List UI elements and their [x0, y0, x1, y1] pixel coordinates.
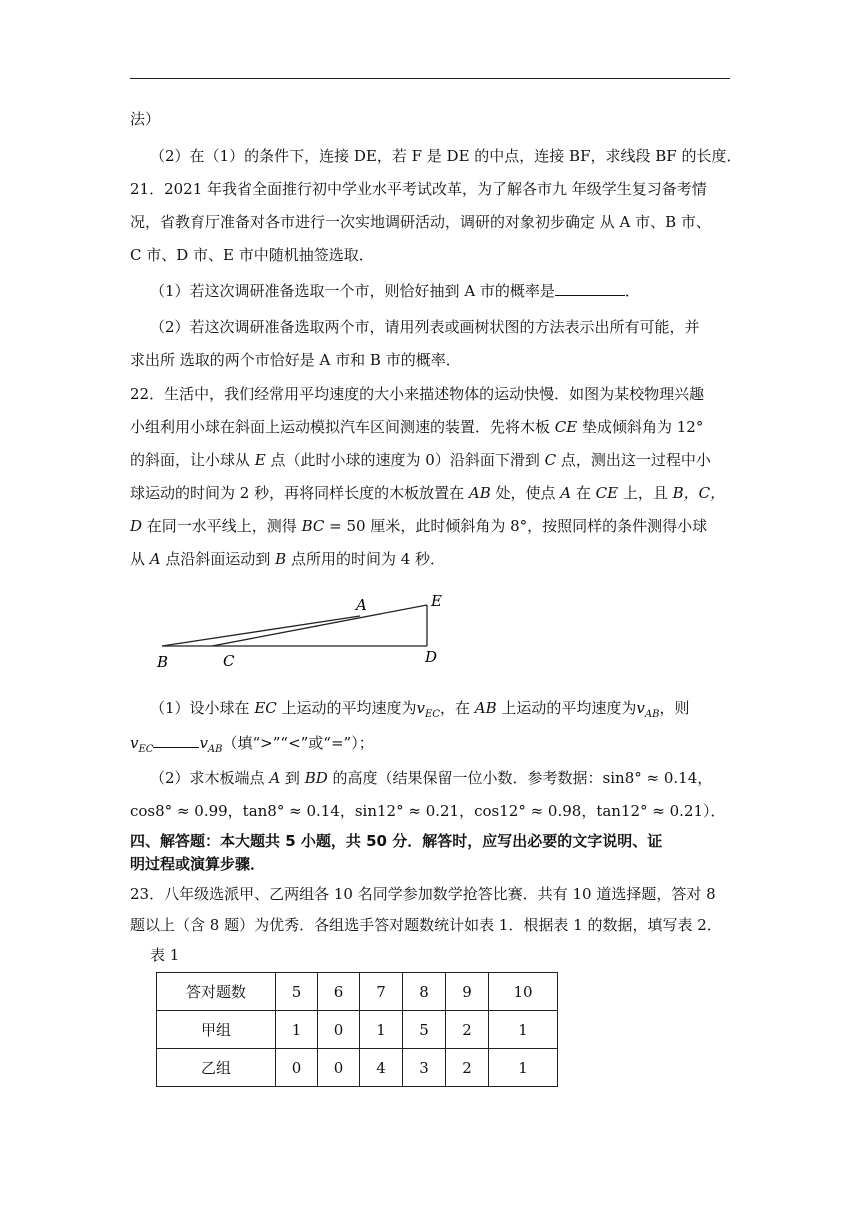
q21-line3: C 市、D 市、E 市中随机抽签选取．: [130, 246, 374, 264]
var-ec: EC: [254, 699, 277, 717]
var-v: v: [636, 699, 645, 717]
q20-part2: （2）在（1）的条件下，连接 DE，若 F 是 DE 的中点，连接 BF，求线段 BF 的长度．: [150, 147, 742, 165]
var-bc: BC: [301, 517, 325, 535]
sub-ab: AB: [644, 709, 660, 720]
table-cell: 1: [489, 1011, 558, 1049]
q21-part1: [150, 280, 730, 302]
text: 的斜面，让小球从: [130, 451, 255, 469]
text: （1）设小球在: [150, 699, 255, 717]
text: 在: [571, 484, 596, 502]
table-cell: 2: [446, 1011, 489, 1049]
line-ce: [212, 605, 427, 646]
table-cell: 0: [318, 1011, 360, 1049]
q21-line1: 21．2021 年我省全面推行初中学业水平考试改革，为了解各市九 年级学生复习备考情: [130, 180, 707, 198]
q23-line2: 题以上（含 8 题）为优秀．各组选手答对题数统计如表 1．根据表 1 的数据，填写表 2．: [130, 916, 722, 934]
text: 点沿斜面运动到: [160, 550, 276, 568]
var-a: A: [560, 484, 572, 502]
sub-ab: AB: [207, 744, 223, 755]
text: 的高度（结果保留一位小数．参考数据：sin8° ≈ 0.14，: [327, 769, 713, 787]
text: 在同一水平线上，测得: [142, 517, 302, 535]
label-e: E: [431, 592, 442, 610]
var-ce: CE: [554, 418, 578, 436]
table-cell: 1: [489, 1049, 558, 1087]
text: 点所用的时间为 4 秒．: [286, 550, 446, 568]
var-ab: AB: [468, 484, 491, 502]
table-cell: 0: [318, 1049, 360, 1087]
text: 点（此时小球的速度为 0）沿斜面下滑到: [265, 451, 545, 469]
text: 到: [280, 769, 305, 787]
text: = 50 厘米，此时倾斜角为 8°，按照同样的条件测得小球: [324, 517, 708, 535]
header-cell: 8: [403, 973, 446, 1011]
table-cell: 4: [360, 1049, 403, 1087]
table-header-row: [157, 973, 558, 1011]
q22-part2-line1: [150, 767, 730, 789]
text: ，则: [659, 699, 690, 717]
label-b: B: [157, 653, 169, 670]
var-e: E: [254, 451, 266, 469]
var-a: A: [269, 769, 281, 787]
label-d: D: [425, 648, 438, 666]
section-heading-cont: 明过程或演算步骤．: [130, 855, 266, 873]
text: 从: [130, 550, 150, 568]
q23-line1: 23．八年级选派甲、乙两组各 10 名同学参加数学抢答比赛．共有 10 道选择题，答对 8: [130, 885, 716, 903]
row-label: 乙组: [157, 1049, 276, 1087]
header-cell: 6: [318, 973, 360, 1011]
var-a: A: [149, 550, 161, 568]
var-v: v: [416, 699, 426, 717]
header-cell: 5: [276, 973, 318, 1011]
text: 上运动的平均速度为: [276, 699, 417, 717]
q21-part2-line2: 求出所 选取的两个市恰好是 A 市和 B 市的概率．: [130, 351, 461, 369]
var-c: C: [544, 451, 557, 469]
text: 点，测出这一过程中小: [556, 451, 711, 469]
line-ab: [162, 616, 360, 646]
sub-ec: EC: [425, 709, 440, 720]
q21-part2-line1: （2）若这次调研准备选取两个市，请用列表或画树状图的方法表示出所有可能，并: [150, 318, 700, 336]
text: （填“>”“<”或“=”）；: [222, 734, 374, 752]
text: 处，使点: [490, 484, 561, 502]
continued-text: 法）: [130, 110, 161, 128]
var-v: v: [130, 734, 139, 752]
header-cell: 10: [489, 973, 558, 1011]
table-caption: 表 1: [150, 946, 180, 964]
text: ，在: [439, 699, 475, 717]
incline-diagram: [150, 590, 460, 670]
q22-line1: 22．生活中，我们经常用平均速度的大小来描述物体的运动快慢．如图为某校物理兴趣: [130, 385, 705, 403]
q22-line3: [130, 449, 730, 471]
header-rule: [130, 78, 730, 79]
score-table: [156, 972, 558, 1087]
q22-line4: [130, 482, 730, 504]
var-bd: BD: [304, 769, 328, 787]
text: 小组利用小球在斜面上运动模拟汽车区间测速的装置．先将木板: [130, 418, 555, 436]
label-a: A: [356, 596, 367, 614]
table-row: [157, 1049, 558, 1087]
sub-ec: EC: [138, 744, 154, 755]
q22-part2-line2: cos8° ≈ 0.99，tan8° ≈ 0.14，sin12° ≈ 0.21，cos12° ≈ 0.98，tan12° ≈ 0.21）．: [130, 802, 726, 820]
text: 上，且: [618, 484, 673, 502]
var-bc: B，C，: [672, 484, 726, 502]
q22-part1-line2: [130, 732, 730, 761]
text: 球运动的时间为 2 秒，再将同样长度的木板放置在: [130, 484, 469, 502]
section-heading: 四、解答题：本大题共 5 小题，共 50 分．解答时，应写出必要的文字说明、证: [130, 832, 663, 850]
q21-part1-end: ．: [624, 282, 640, 300]
text: 上运动的平均速度为: [496, 699, 637, 717]
var-ce: CE: [595, 484, 619, 502]
table-cell: 0: [276, 1049, 318, 1087]
var-v: v: [199, 734, 208, 752]
header-cell: 9: [446, 973, 489, 1011]
answer-blank[interactable]: [153, 733, 199, 748]
header-cell: 答对题数: [157, 973, 276, 1011]
var-ab: AB: [474, 699, 497, 717]
table-cell: 5: [403, 1011, 446, 1049]
q21-line2: 况，省教育厅准备对各市进行一次实地调研活动，调研的对象初步确定 从 A 市、B 市、: [130, 213, 711, 231]
table-cell: 1: [276, 1011, 318, 1049]
text: （2）求木板端点: [150, 769, 270, 787]
label-c: C: [223, 652, 235, 670]
table-cell: 3: [403, 1049, 446, 1087]
var-d: D: [130, 517, 143, 535]
table-cell: 2: [446, 1049, 489, 1087]
var-b: B: [275, 550, 287, 568]
q22-part1-line1: [150, 697, 730, 726]
table-row: [157, 1011, 558, 1049]
header-cell: 7: [360, 973, 403, 1011]
q21-part1-text: （1）若这次调研准备选取一个市，则恰好抽到 A 市的概率是: [150, 282, 555, 300]
q22-line5: [130, 515, 730, 537]
q22-line2: [130, 416, 730, 438]
answer-blank[interactable]: [555, 281, 625, 296]
text: 垫成倾斜角为 12°: [577, 418, 704, 436]
table-cell: 1: [360, 1011, 403, 1049]
q22-line6: [130, 548, 730, 570]
row-label: 甲组: [157, 1011, 276, 1049]
